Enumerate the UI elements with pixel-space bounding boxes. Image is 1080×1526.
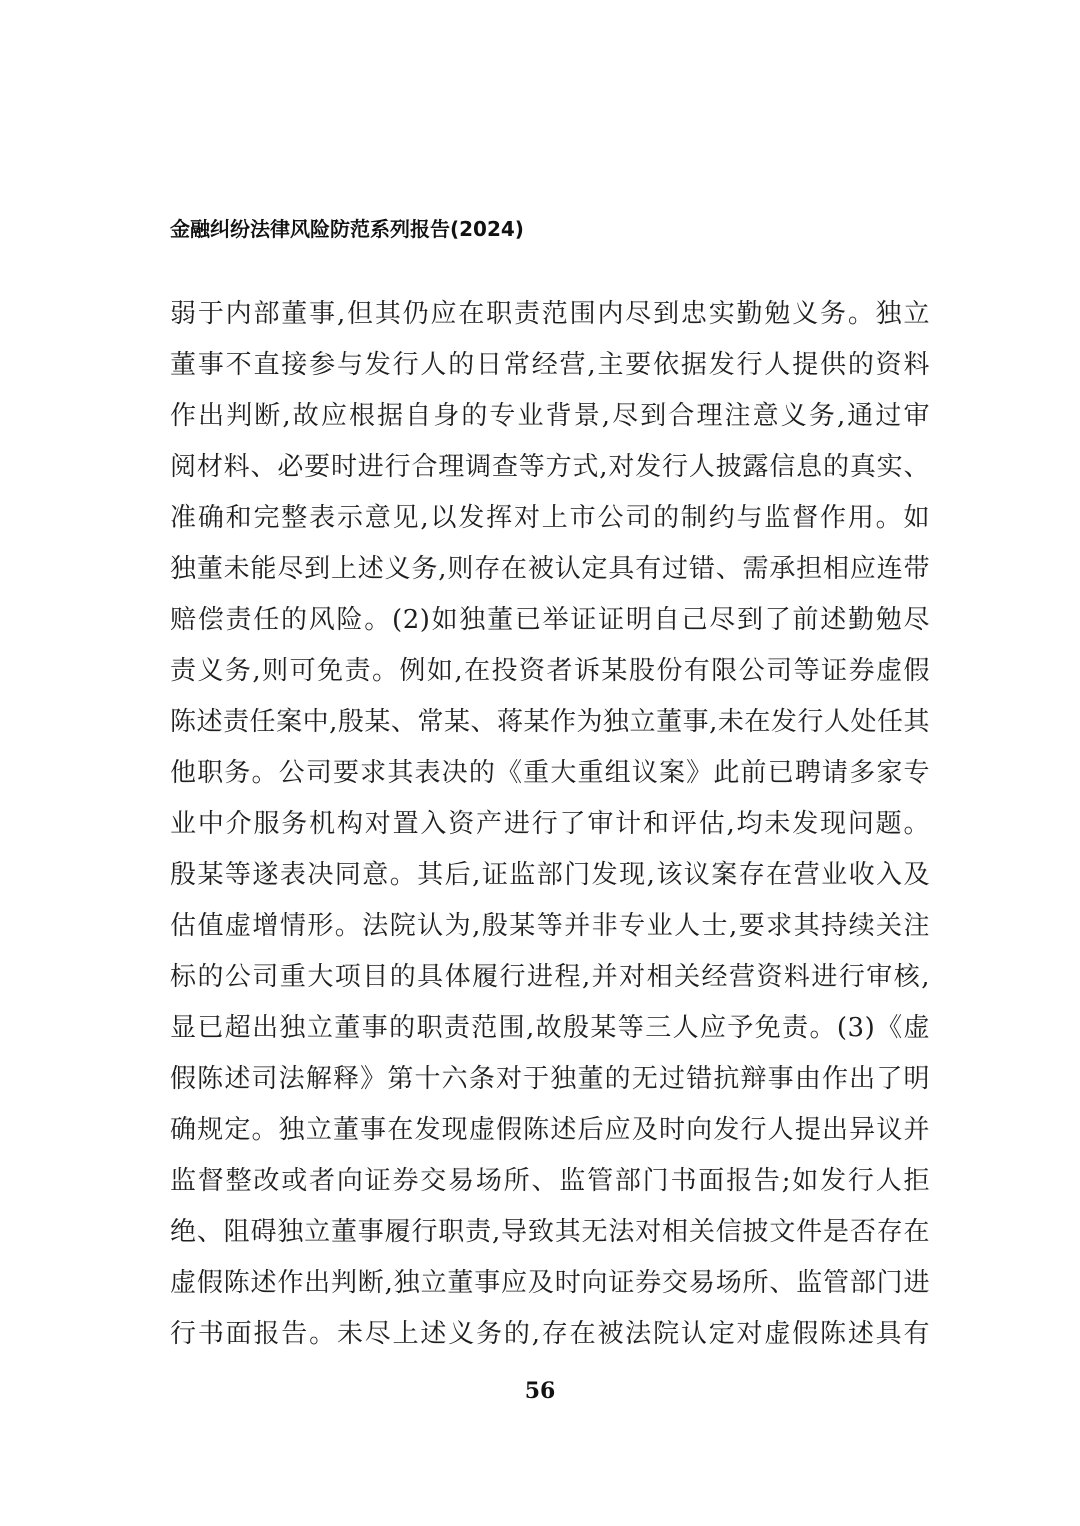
text-line: 显已超出独立董事的职责范围,故殷某等三人应予免责。(3)《虚 bbox=[170, 1013, 930, 1043]
text-line: 假陈述司法解释》第十六条对于独董的无过错抗辩事由作出了明 bbox=[170, 1064, 930, 1094]
text-line: 他职务。公司要求其表决的《重大重组议案》此前已聘请多家专 bbox=[170, 758, 930, 788]
text-line: 估值虚增情形。法院认为,殷某等并非专业人士,要求其持续关注 bbox=[170, 911, 930, 941]
text-line: 弱于内部董事,但其仍应在职责范围内尽到忠实勤勉义务。独立 bbox=[170, 299, 930, 329]
text-line: 责义务,则可免责。例如,在投资者诉某股份有限公司等证券虚假 bbox=[170, 656, 930, 686]
text-line: 作出判断,故应根据自身的专业背景,尽到合理注意义务,通过审 bbox=[170, 401, 930, 431]
text-line: 绝、阻碍独立董事履行职责,导致其无法对相关信披文件是否存在 bbox=[170, 1217, 930, 1247]
text-line: 董事不直接参与发行人的日常经营,主要依据发行人提供的资料 bbox=[170, 350, 930, 380]
running-header: 金融纠纷法律风险防范系列报告(2024) bbox=[170, 217, 524, 241]
text-line: 殷某等遂表决同意。其后,证监部门发现,该议案存在营业收入及 bbox=[170, 860, 930, 890]
text-line: 标的公司重大项目的具体履行进程,并对相关经营资料进行审核, bbox=[170, 962, 930, 992]
body-paragraph bbox=[170, 289, 930, 1360]
text-line: 阅材料、必要时进行合理调查等方式,对发行人披露信息的真实、 bbox=[170, 452, 930, 482]
text-line: 业中介服务机构对置入资产进行了审计和评估,均未发现问题。 bbox=[170, 809, 930, 839]
text-line: 行书面报告。未尽上述义务的,存在被法院认定对虚假陈述具有 bbox=[170, 1319, 930, 1349]
text-line: 监督整改或者向证券交易场所、监管部门书面报告;如发行人拒 bbox=[170, 1166, 930, 1196]
text-line: 虚假陈述作出判断,独立董事应及时向证券交易场所、监管部门进 bbox=[170, 1268, 930, 1298]
page-number: 56 bbox=[524, 1378, 556, 1404]
text-line: 陈述责任案中,殷某、常某、蒋某作为独立董事,未在发行人处任其 bbox=[170, 707, 930, 737]
text-line: 准确和完整表示意见,以发挥对上市公司的制约与监督作用。如 bbox=[170, 503, 930, 533]
text-line: 赔偿责任的风险。(2)如独董已举证证明自己尽到了前述勤勉尽 bbox=[170, 605, 930, 635]
text-line: 确规定。独立董事在发现虚假陈述后应及时向发行人提出异议并 bbox=[170, 1115, 930, 1145]
text-line: 独董未能尽到上述义务,则存在被认定具有过错、需承担相应连带 bbox=[170, 554, 930, 584]
